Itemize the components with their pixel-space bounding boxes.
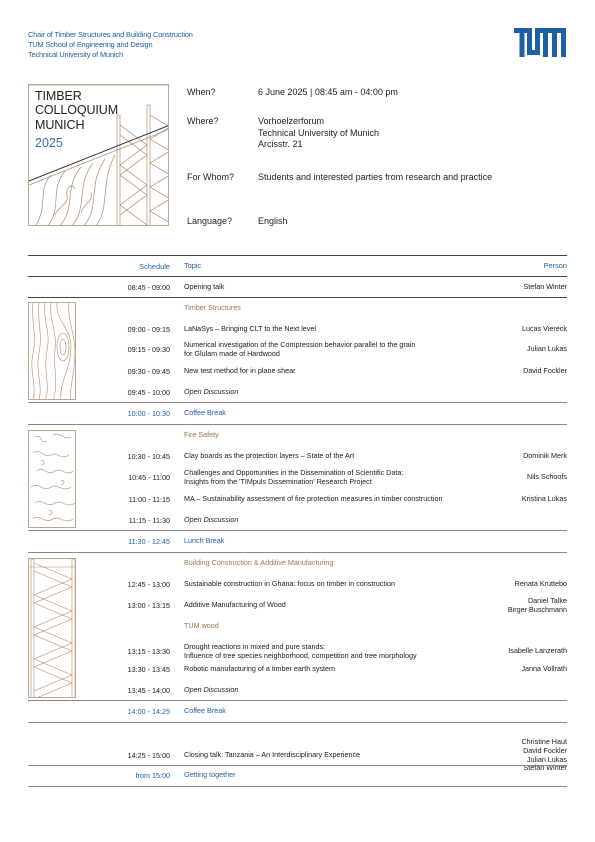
row-person-line: Renata Kruttebo bbox=[514, 579, 567, 588]
section-thumbnail-timber bbox=[28, 302, 76, 400]
info-value-line: Students and interested parties from research and practice bbox=[258, 172, 493, 182]
row-topic bbox=[184, 325, 316, 334]
column-header-topic: Topic bbox=[184, 261, 202, 270]
column-header-person: Person bbox=[543, 261, 567, 270]
row-time: 14:00 - 14:25 bbox=[127, 707, 170, 716]
section-heading: Timber Structures bbox=[184, 303, 241, 312]
row-person bbox=[523, 452, 567, 461]
row-time: 13:00 - 13:15 bbox=[127, 601, 170, 611]
row-topic bbox=[184, 283, 224, 292]
row-topic-line: Opening talk bbox=[184, 282, 225, 291]
info-label-for-whom: For Whom? bbox=[187, 172, 235, 182]
row-time: 08:45 - 09:00 bbox=[127, 283, 170, 292]
row-time: 11:30 - 12:45 bbox=[128, 537, 170, 546]
table-header-rule bbox=[28, 276, 567, 277]
row-person-line: Kristina Lukas bbox=[521, 494, 567, 503]
row-topic bbox=[184, 516, 238, 525]
row-topic-line: Open Discussion bbox=[184, 387, 239, 396]
table-row-rule bbox=[28, 402, 567, 403]
row-topic bbox=[184, 686, 238, 695]
section-thumbnail-fire bbox=[28, 430, 76, 528]
info-value-for-whom bbox=[258, 172, 492, 184]
row-person-line: Isabelle Lanzerath bbox=[508, 646, 567, 656]
row-topic-line: Open Discussion bbox=[184, 515, 239, 524]
row-person bbox=[527, 473, 567, 482]
row-topic-line: Coffee Break bbox=[184, 706, 226, 715]
info-value-where bbox=[258, 116, 379, 151]
row-topic-line: Closing talk: Tanzania – An Interdisciplinary Experience bbox=[184, 750, 361, 760]
row-person-line: Birger Buschmann bbox=[507, 604, 567, 614]
row-time: 10:30 - 10:45 bbox=[127, 452, 170, 461]
info-label-language: Language? bbox=[187, 216, 233, 226]
row-topic-line: Challenges and Opportunities in the Dissemination of Scientific Data: bbox=[184, 468, 404, 477]
row-person bbox=[523, 283, 567, 292]
row-time: 13:45 - 14:00 bbox=[127, 686, 170, 695]
row-person bbox=[508, 647, 567, 656]
row-topic-line: Coffee Break bbox=[184, 408, 226, 417]
row-topic-line: Clay boards as the protection layers – State of the Art bbox=[184, 451, 355, 460]
info-value-when bbox=[258, 87, 398, 99]
row-topic-line: Numerical investigation of the Compression behavior parallel to the grain bbox=[184, 340, 416, 349]
row-topic-line: Lunch Break bbox=[184, 536, 225, 545]
section-heading: Fire Safety bbox=[184, 430, 219, 439]
table-row-rule bbox=[28, 530, 567, 531]
row-time: 09:30 - 09:45 bbox=[127, 367, 170, 376]
row-time: 11:00 - 11:15 bbox=[128, 495, 170, 504]
row-topic-line: for Glulam made of Hardwood bbox=[184, 348, 280, 358]
row-topic-line: Robotic manufacturing of a timber earth system bbox=[184, 664, 336, 673]
row-person-line: Daniel Talke bbox=[527, 596, 567, 605]
header-line: Chair of Timber Structures and Building Construction bbox=[28, 30, 193, 39]
row-topic bbox=[184, 601, 286, 610]
row-person bbox=[523, 367, 567, 376]
row-topic bbox=[184, 707, 226, 716]
row-topic bbox=[184, 643, 417, 661]
row-topic-line: New test method for in plane shear bbox=[184, 366, 296, 375]
row-person-line: Julian Lukas bbox=[527, 754, 567, 764]
row-time: 09:15 - 09:30 bbox=[127, 345, 170, 355]
table-top-rule bbox=[28, 255, 567, 256]
row-person bbox=[521, 738, 567, 773]
row-topic bbox=[184, 409, 226, 418]
info-label-where: Where? bbox=[187, 116, 219, 126]
row-time: 11:15 - 11:30 bbox=[128, 516, 170, 525]
row-person-line: Lucas Viereck bbox=[521, 324, 567, 333]
row-person bbox=[522, 325, 567, 334]
row-person-line: Dominik Merk bbox=[523, 451, 567, 460]
row-time: 12:45 - 13:00 bbox=[127, 580, 170, 589]
info-value-language bbox=[258, 216, 288, 228]
row-person-line: David Fockler bbox=[523, 366, 567, 375]
row-topic bbox=[184, 469, 403, 487]
row-topic bbox=[184, 771, 236, 780]
row-topic-line: MA – Sustainability assessment of fire protection measures in timber construction bbox=[184, 494, 443, 503]
row-topic bbox=[184, 452, 354, 461]
row-person-line: Janna Vollrath bbox=[521, 664, 567, 673]
row-topic bbox=[184, 367, 295, 376]
row-person-line: David Fockler bbox=[523, 745, 567, 755]
cover-title bbox=[35, 89, 118, 132]
row-time: 14:25 - 15:00 bbox=[127, 751, 170, 761]
row-topic-line: Getting together bbox=[184, 770, 236, 779]
row-topic-line: Sustainable construction in Ghana: focus on timber in construction bbox=[184, 579, 395, 588]
section-heading: TUM.wood bbox=[184, 621, 219, 630]
info-value-line: Technical University of Munich bbox=[258, 127, 380, 138]
row-topic-line: LaNaSys – Bringing CLT to the Next level bbox=[184, 324, 316, 333]
row-time: 10:00 - 10:30 bbox=[127, 409, 170, 418]
cover-image bbox=[28, 84, 169, 226]
header-line: TUM School of Engineering and Design bbox=[28, 40, 153, 49]
row-topic-line: Influence of tree species neighborhood, competition and tree morphology bbox=[184, 650, 417, 660]
row-person bbox=[522, 495, 567, 504]
header-line: Technical University of Munich bbox=[28, 50, 123, 59]
row-person-line: Nils Schoofs bbox=[527, 472, 567, 482]
tum-logo-icon bbox=[514, 28, 566, 57]
row-topic bbox=[184, 580, 395, 589]
row-topic bbox=[184, 751, 360, 760]
table-row-rule bbox=[28, 424, 567, 425]
row-topic-line: Additive Manufacturing of Wood bbox=[184, 600, 286, 610]
row-time: 09:45 - 10:00 bbox=[127, 388, 170, 397]
row-topic bbox=[184, 388, 238, 397]
row-time: from 15:00 bbox=[135, 771, 170, 780]
row-topic-line: Drought reactions in mixed and pure stands: bbox=[184, 642, 326, 651]
row-person-line: Stefan Winter bbox=[523, 763, 567, 773]
cover-title-line: COLLOQUIUM bbox=[35, 103, 119, 118]
info-label-when: When? bbox=[187, 87, 216, 97]
info-value-line: English bbox=[258, 216, 288, 226]
cover-title-line: MUNICH bbox=[35, 117, 85, 132]
table-row-rule bbox=[28, 765, 567, 766]
institution-header bbox=[28, 30, 193, 60]
row-topic bbox=[184, 341, 415, 359]
section-heading: Building Construction & Additive Manufacturing bbox=[184, 558, 334, 567]
table-row-rule bbox=[28, 786, 567, 787]
row-person bbox=[508, 597, 567, 615]
table-row-rule bbox=[28, 722, 567, 723]
row-time: 10:45 - 11:00 bbox=[128, 473, 170, 483]
row-topic-line: Insights from the 'TIMpuls Dissemination' Research Project bbox=[184, 476, 372, 486]
row-topic bbox=[184, 537, 224, 546]
row-person bbox=[527, 345, 567, 354]
row-person-line: Christine Haut bbox=[521, 737, 567, 746]
row-person bbox=[515, 580, 567, 589]
cover-year: 2025 bbox=[35, 136, 63, 150]
info-value-line: 6 June 2025 | 08:45 am - 04:00 pm bbox=[258, 87, 398, 97]
table-row-rule bbox=[28, 700, 567, 701]
row-person bbox=[521, 665, 567, 674]
row-time: 13:30 - 13:45 bbox=[127, 665, 170, 674]
table-row-rule bbox=[28, 552, 567, 553]
section-thumbnail-construction bbox=[28, 558, 76, 698]
row-time: 09:00 - 09:15 bbox=[127, 325, 170, 334]
column-header-schedule: Schedule bbox=[139, 262, 170, 271]
table-row-rule bbox=[28, 297, 567, 298]
row-person-line: Julian Lukas bbox=[527, 344, 567, 354]
info-value-line: Arcisstr. 21 bbox=[258, 139, 303, 149]
row-topic bbox=[184, 665, 335, 674]
cover-title-line: TIMBER bbox=[35, 89, 82, 103]
row-topic bbox=[184, 495, 442, 504]
row-topic-line: Open Discussion bbox=[184, 685, 239, 694]
row-time: 13:15 - 13:30 bbox=[127, 647, 170, 657]
row-person-line: Stefan Winter bbox=[523, 282, 567, 291]
info-value-line: Vorhoelzerforum bbox=[258, 116, 325, 126]
